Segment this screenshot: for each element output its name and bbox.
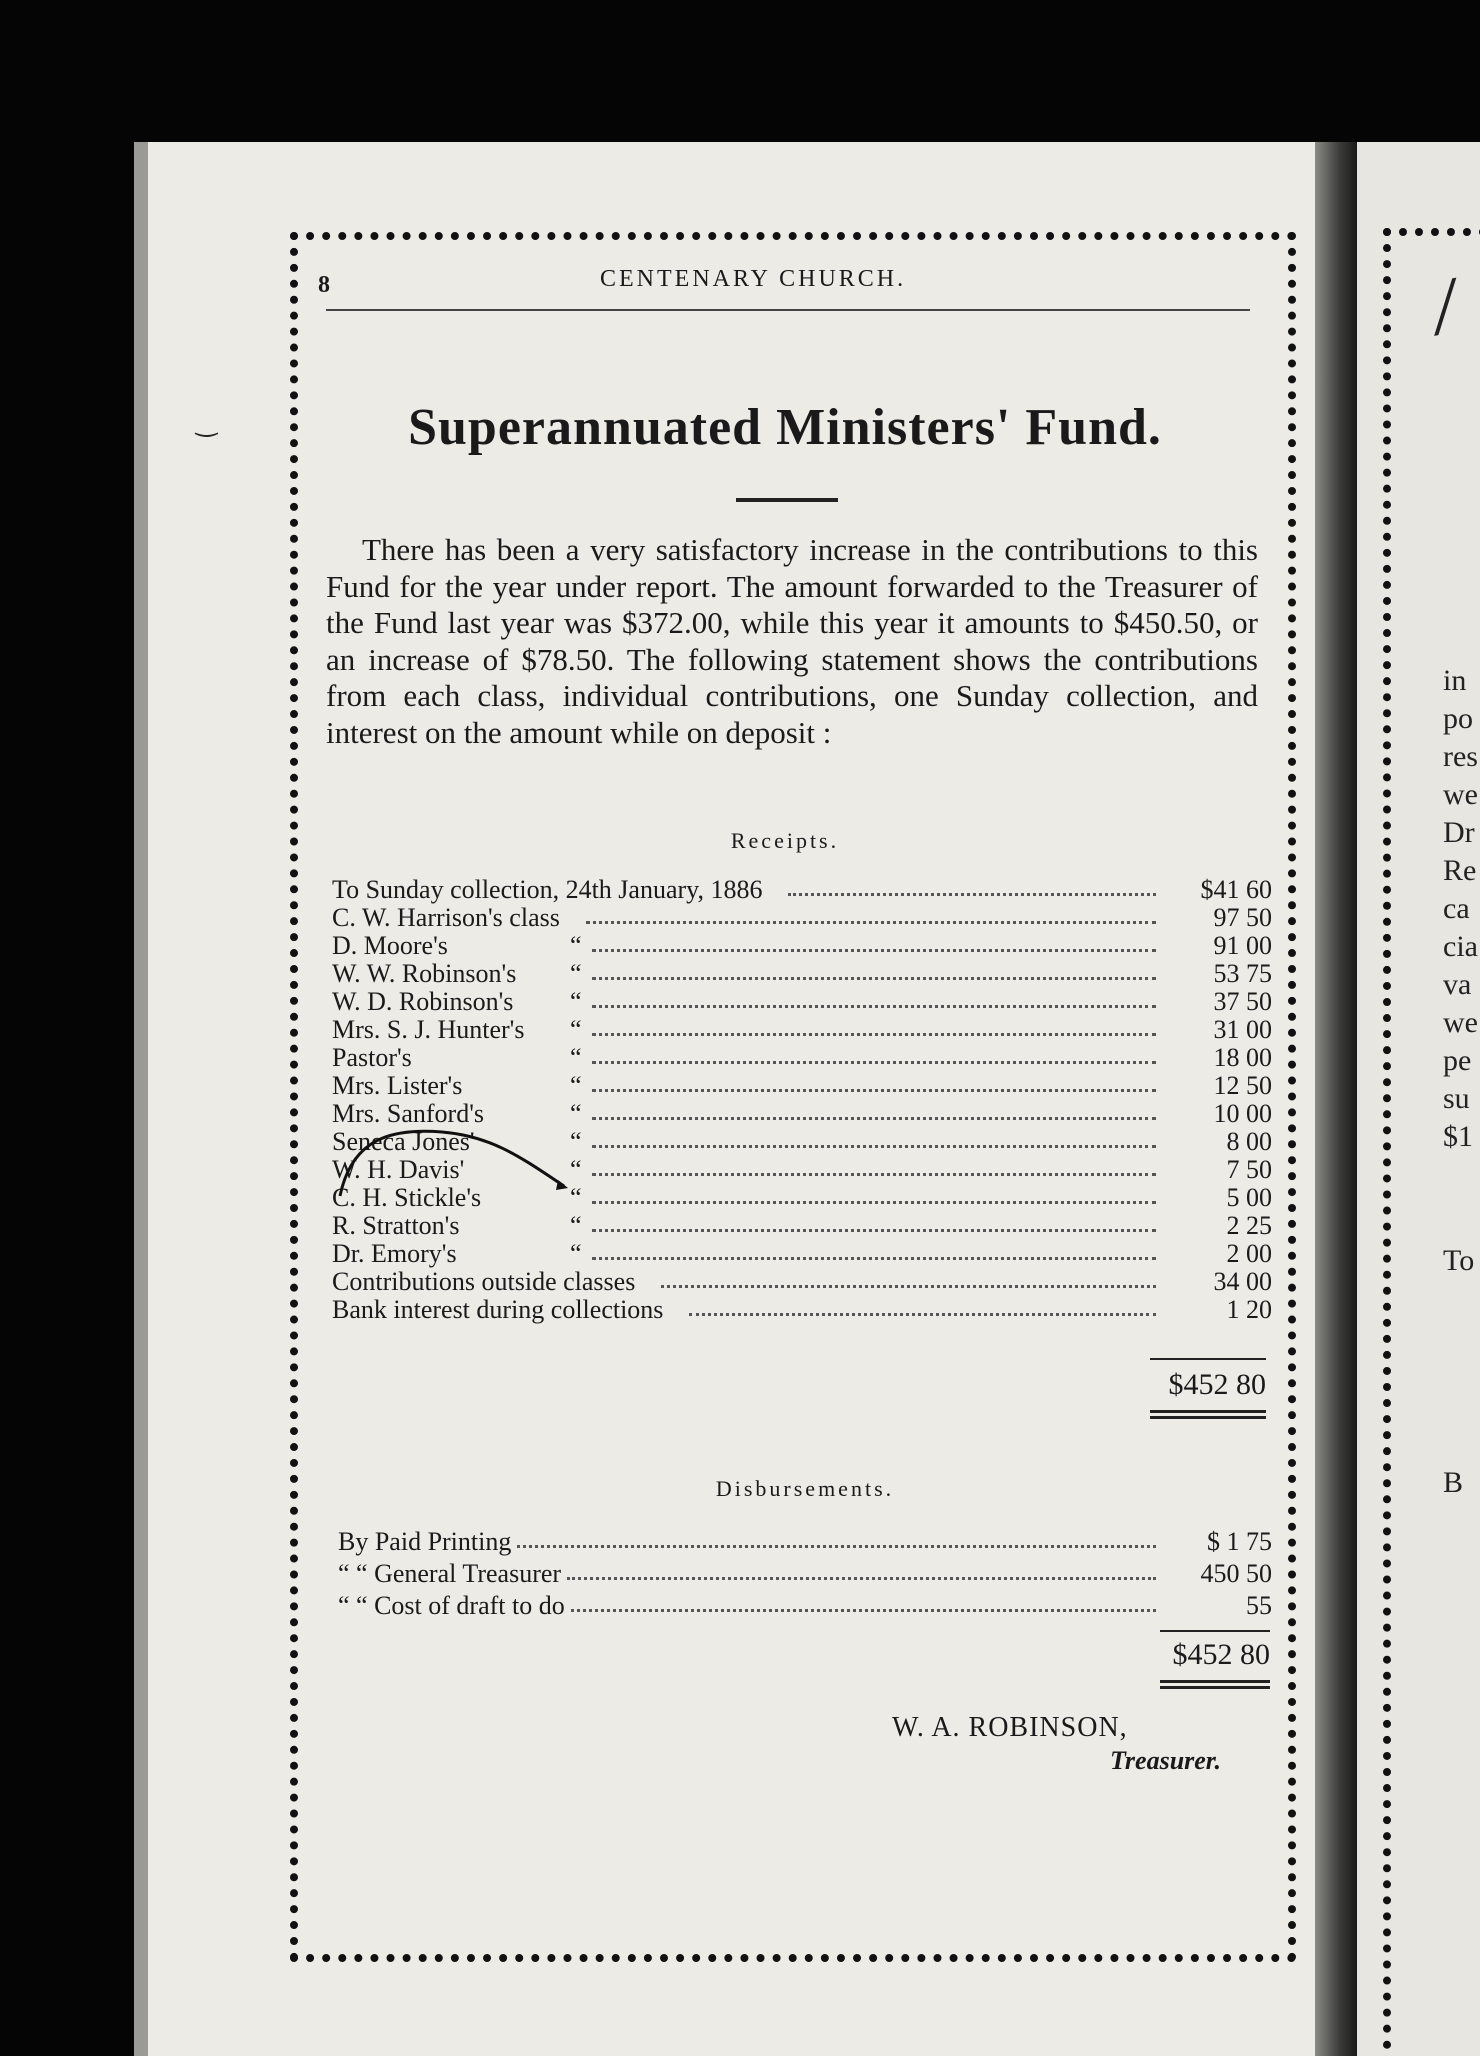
ledger-label: Bank interest during collections xyxy=(332,1295,664,1324)
dot-leader xyxy=(592,1115,1156,1120)
ledger-row xyxy=(332,1240,1272,1268)
dot-leader xyxy=(592,1227,1156,1232)
ditto-mark: “ xyxy=(570,1183,582,1212)
signature-name: W. A. ROBINSON, xyxy=(892,1712,1128,1743)
ledger-row xyxy=(338,1524,1272,1556)
dot-leader xyxy=(689,1311,1156,1316)
adjacent-page xyxy=(1357,142,1480,2056)
ledger-row xyxy=(332,1268,1272,1296)
dot-leader xyxy=(592,1087,1156,1092)
ledger-row xyxy=(332,1296,1272,1324)
adjacent-text-fragment: $1 xyxy=(1443,1120,1473,1153)
adjacent-text-fragment: in xyxy=(1443,664,1467,697)
ledger-amount: 97 50 xyxy=(1213,903,1272,932)
total-double-rule xyxy=(1160,1680,1270,1683)
ledger-row xyxy=(332,988,1272,1016)
total-rule xyxy=(1160,1630,1270,1632)
ledger-label: W. H. Davis' xyxy=(332,1155,465,1184)
dot-leader xyxy=(592,1003,1156,1008)
adjacent-text-fragment: cia xyxy=(1443,930,1478,963)
ditto-mark: “ xyxy=(570,1211,582,1240)
ledger-label: Seneca Jones' xyxy=(332,1127,475,1156)
ledger-label: Mrs. Sanford's xyxy=(332,1099,485,1128)
dot-leader xyxy=(661,1283,1156,1288)
adjacent-text-fragment: B xyxy=(1443,1466,1464,1499)
dot-leader xyxy=(567,1575,1156,1580)
ledger-label: Pastor's xyxy=(332,1043,412,1072)
page-number: 8 xyxy=(318,272,330,298)
dot-leader xyxy=(592,1171,1156,1176)
ledger-amount: 53 75 xyxy=(1213,959,1272,988)
dot-leader xyxy=(592,1255,1156,1260)
adjacent-text-fragment: res xyxy=(1443,740,1478,773)
signature-title: Treasurer. xyxy=(1110,1746,1221,1775)
adjacent-text-fragment: po xyxy=(1443,702,1473,735)
ledger-amount: $41 60 xyxy=(1200,875,1272,904)
adjacent-text-fragment: we xyxy=(1443,1006,1478,1039)
ditto-mark: “ xyxy=(570,1043,582,1072)
title-rule xyxy=(736,498,838,502)
total-double-rule xyxy=(1160,1686,1270,1689)
ledger-amount: 7 50 xyxy=(1226,1155,1272,1184)
ledger-amount: 450 50 xyxy=(1200,1559,1272,1588)
adjacent-text-fragment: pe xyxy=(1443,1044,1472,1077)
ledger-label: By Paid Printing xyxy=(338,1527,512,1556)
ledger-label: Dr. Emory's xyxy=(332,1239,457,1268)
dot-leader xyxy=(592,1143,1156,1148)
ledger-amount: 18 00 xyxy=(1213,1043,1272,1072)
ledger-label: Contributions outside classes xyxy=(332,1267,636,1296)
ledger-row xyxy=(332,1016,1272,1044)
ledger-amount: 2 25 xyxy=(1226,1211,1272,1240)
ledger-row xyxy=(332,932,1272,960)
ledger-label: “ “ General Treasurer xyxy=(338,1559,562,1588)
ditto-mark: “ xyxy=(570,1015,582,1044)
ledger-label: Mrs. Lister's xyxy=(332,1071,463,1100)
ditto-mark: “ xyxy=(570,1127,582,1156)
ledger-row xyxy=(332,1044,1272,1072)
ditto-mark: “ xyxy=(570,959,582,988)
adjacent-text-fragment: Re xyxy=(1443,854,1477,887)
disbursements-total: $452 80 xyxy=(1172,1638,1270,1671)
ledger-amount: 12 50 xyxy=(1213,1071,1272,1100)
ditto-mark: “ xyxy=(570,931,582,960)
total-rule xyxy=(1150,1358,1266,1360)
disbursements-heading: Disbursements. xyxy=(715,1476,895,1501)
ledger-row xyxy=(332,960,1272,988)
dot-leader xyxy=(592,1031,1156,1036)
ledger-amount: 55 xyxy=(1246,1591,1272,1620)
dot-leader xyxy=(571,1607,1156,1612)
disbursements-ledger xyxy=(338,1524,1272,1620)
adjacent-text-fragment: we xyxy=(1443,778,1478,811)
ledger-label: Mrs. S. J. Hunter's xyxy=(332,1015,525,1044)
ledger-amount: 2 00 xyxy=(1226,1239,1272,1268)
ledger-label: To Sunday collection, 24th January, 1886 xyxy=(332,875,763,904)
receipts-ledger xyxy=(332,876,1272,1324)
ledger-amount: $ 1 75 xyxy=(1207,1527,1272,1556)
page-title: Superannuated Ministers' Fund. xyxy=(408,399,1162,456)
book-gutter xyxy=(1315,142,1357,2056)
receipts-heading: Receipts. xyxy=(730,828,840,853)
ledger-amount: 37 50 xyxy=(1213,987,1272,1016)
intro-paragraph: There has been a very satisfactory increase in the contributions to this Fund for the year under report. The amount forwarded to the Treasurer of the Fund last year was $372.00, while this year it amounts to $450.50, or an increase of $78.50. The following statement shows the contributions from each class, individual contributions, one Sunday collection, and interest on the amount while on deposit : xyxy=(326,532,1258,750)
handwritten-mark: / xyxy=(1425,261,1463,353)
ledger-amount: 1 20 xyxy=(1226,1295,1272,1324)
ledger-label: W. D. Robinson's xyxy=(332,987,514,1016)
ledger-row xyxy=(332,1072,1272,1100)
ledger-row xyxy=(332,876,1272,904)
handwritten-strikethrough xyxy=(332,1118,582,1198)
ledger-label: D. Moore's xyxy=(332,931,448,960)
total-double-rule xyxy=(1150,1416,1266,1419)
dot-leader xyxy=(586,919,1156,924)
receipts-total: $452 80 xyxy=(1168,1368,1266,1401)
ledger-amount: 34 00 xyxy=(1213,1267,1272,1296)
ledger-row xyxy=(338,1556,1272,1588)
ledger-amount: 10 00 xyxy=(1213,1099,1272,1128)
ditto-mark: “ xyxy=(570,1099,582,1128)
dot-leader xyxy=(517,1543,1156,1548)
ledger-label: R. Stratton's xyxy=(332,1211,460,1240)
dot-leader xyxy=(592,1199,1156,1204)
running-head: CENTENARY CHURCH. xyxy=(600,266,907,292)
adjacent-text-fragment: su xyxy=(1443,1082,1470,1115)
ledger-label: C. W. Harrison's class xyxy=(332,903,560,932)
ledger-label: “ “ Cost of draft to do xyxy=(338,1591,565,1620)
adjacent-text-fragment: va xyxy=(1443,968,1472,1001)
header-rule xyxy=(326,309,1250,311)
adjacent-text-fragment: To xyxy=(1443,1244,1475,1277)
ditto-mark: “ xyxy=(570,987,582,1016)
ledger-amount: 8 00 xyxy=(1226,1127,1272,1156)
adjacent-text-fragment: Dr xyxy=(1443,816,1475,849)
ledger-row xyxy=(332,904,1272,932)
dot-leader xyxy=(592,947,1156,952)
dot-leader xyxy=(788,891,1156,896)
ledger-row xyxy=(338,1588,1272,1620)
dot-leader xyxy=(592,975,1156,980)
dot-leader xyxy=(592,1059,1156,1064)
ledger-label: C. H. Stickle's xyxy=(332,1183,482,1212)
ditto-mark: “ xyxy=(570,1239,582,1268)
ledger-amount: 91 00 xyxy=(1213,931,1272,960)
ditto-mark: “ xyxy=(570,1155,582,1184)
ledger-amount: 31 00 xyxy=(1213,1015,1272,1044)
ledger-label: W. W. Robinson's xyxy=(332,959,517,988)
adjacent-text-fragment: ca xyxy=(1443,892,1470,925)
ditto-mark: “ xyxy=(570,1071,582,1100)
ledger-row xyxy=(332,1212,1272,1240)
margin-mark: ‿ xyxy=(196,408,217,437)
total-double-rule xyxy=(1150,1410,1266,1413)
ledger-amount: 5 00 xyxy=(1226,1183,1272,1212)
